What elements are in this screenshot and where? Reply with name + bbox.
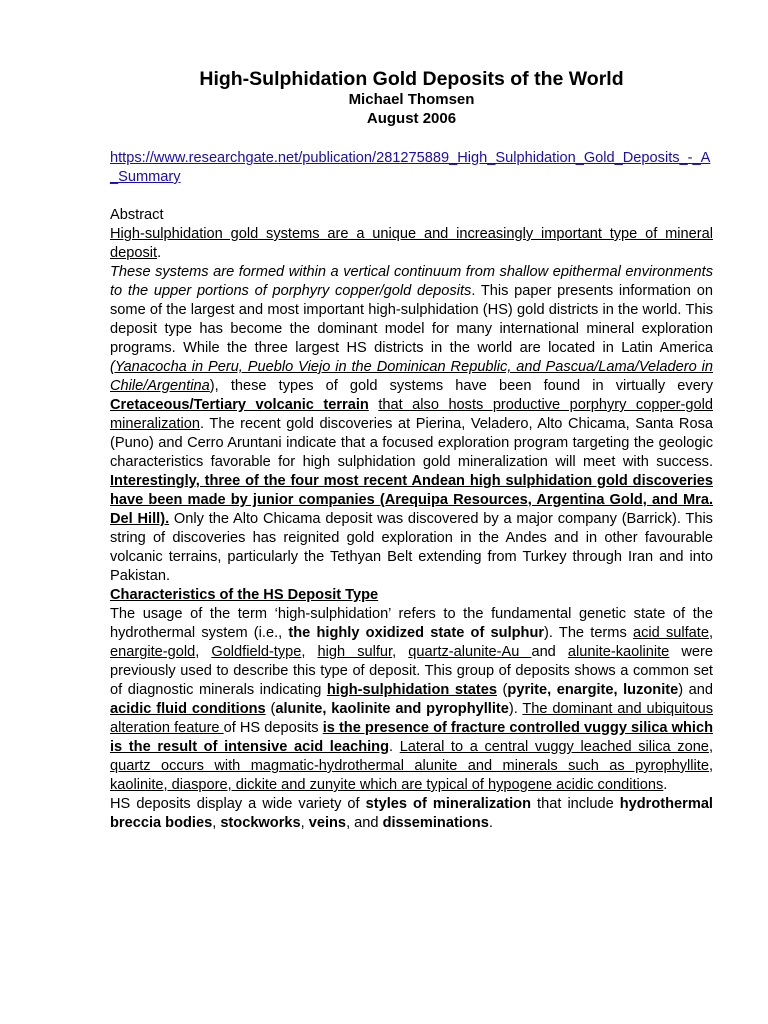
abstract-italic-sentence: These systems are formed within a vertical continuum from shallow epithermal environments to the upper portions of porphyry copper/gold deposits — [110, 264, 713, 299]
alteration-minerals: alunite, kaolinite and pyrophyllite — [275, 701, 509, 717]
largest-districts-list: (Yanacocha in Peru, Pueblo Viejo in the Dominican Republic, and Pascua/Lama/Veladero in Chile/Argentina — [110, 359, 713, 394]
oxidized-sulphur-emphasis: the highly oxidized state of sulphur — [288, 625, 545, 641]
section-heading-characteristics: Characteristics of the HS Deposit Type — [110, 587, 379, 603]
author-name: Michael Thomsen — [348, 91, 475, 108]
styles-emphasis: styles of mineralization — [365, 796, 532, 812]
term-alunite-kaolinite: alunite-kaolinite — [567, 644, 670, 660]
volcanic-terrain-emphasis: Cretaceous/Tertiary volcanic terrain — [110, 397, 369, 413]
term-enargite-gold: enargite-gold — [110, 644, 196, 660]
document-page — [110, 68, 713, 833]
alteration-feature-emphasis: The dominant and ubiquitous alteration feature — [110, 701, 714, 736]
lateral-zone-emphasis: Lateral to a central vuggy leached silica zone — [399, 739, 709, 755]
term-quartz-alunite-au: quartz-alunite-Au — [408, 644, 532, 660]
vuggy-silica-emphasis: is the presence of fracture controlled vuggy silica which is the result of intensive acid leaching — [110, 720, 713, 755]
sulphide-minerals: pyrite, enargite, luzonite — [507, 682, 679, 698]
characteristics-paragraph: The usage of the term ‘high-sulphidation’ refers to the fundamental genetic state of the hydrothermal system (i.e., the highly oxidized state of sulphur). The terms acid sulfate, enargite-gold, Goldfield-type, high sulfur, quartz-alunite-Au and alunite-kaolinite were previously used to describe this type of deposit. This group of deposits shows a common set of diagnostic minerals indicating high-sulphidation states (pyrite, enargite, luzonite) and acidic fluid conditions (alunite, kaolinite and pyrophyllite). The dominant and ubiquitous alteration feature of HS deposits is the presence of fracture controlled vuggy silica which is the result of intensive acid leaching. Lateral to a central vuggy leached silica zone, quartz occurs with magmatic-hydrothermal alunite and minerals such as pyrophyllite, kaolinite, diaspore, dickite and zunyite which are typical of hypogene acidic conditions. — [110, 606, 714, 793]
veins-emphasis: veins — [308, 815, 347, 831]
term-goldfield-type: Goldfield-type — [211, 644, 302, 660]
mineralization-paragraph: HS deposits display a wide variety of styles of mineralization that include hydrothermal breccia bodies, stockworks, veins, and disseminations. — [110, 796, 713, 831]
porphyry-emphasis: that also hosts productive porphyry copper-gold mineralization — [110, 397, 713, 432]
quartz-alunite-emphasis: quartz occurs with magmatic-hydrothermal alunite and minerals such as pyrophyllite, kaolinite, diaspore, dickite and zunyite which are typical of hypogene acidic conditions — [110, 758, 713, 793]
stockworks-emphasis: stockworks — [220, 815, 301, 831]
breccia-emphasis: hydrothermal breccia bodies — [110, 796, 713, 831]
abstract-body: These systems are formed within a vertical continuum from shallow epithermal environments to the upper portions of porphyry copper/gold deposits. This paper presents information on some of the largest and most important high-sulphidation (HS) gold districts in the world. This deposit type has become the dominant model for many international mineral exploration programs. While the three largest HS districts in the world are located in Latin America (Yanacocha in Peru, Pueblo Viejo in the Dominican Republic, and Pascua/Lama/Veladero in Chile/Argentina), these types of gold systems have been found in virtually every Cretaceous/Tertiary volcanic terrain that also hosts productive porphyry copper-gold mineralization. The recent gold discoveries at Pierina, Veladero, Alto Chicama, Santa Rosa (Puno) and Cerro Aruntani indicate that a focused exploration program targeting the geologic characteristics favorable for high sulphidation gold mineralization will meet with success. Interestingly, three of the four most recent Andean high sulphidation gold discoveries have been made by junior companies (Arequipa Resources, Argentina Gold, and Mra. Del Hill). Only the Alto Chicama deposit was discovered by a major company (Barrick). This string of discoveries has reignited gold exploration in the Andes and in other favourable volcanic terrains, particularly the Tethyan Belt extending from Turkey through Iran and into Pakistan. — [110, 264, 713, 584]
abstract-heading: Abstract — [110, 207, 164, 223]
abstract-lead-sentence: High-sulphidation gold systems are a unique and increasingly important type of mineral deposit — [110, 226, 713, 261]
abstract-paragraph: High-sulphidation gold systems are a unique and increasingly important type of mineral deposit. — [110, 226, 713, 261]
term-high-sulfur: high sulfur — [317, 644, 393, 660]
junior-companies-emphasis: Interestingly, three of the four most recent Andean high sulphidation gold discoveries have been made by junior companies (Arequipa Resources, Argentina Gold, and Mra. Del Hill). — [110, 473, 713, 527]
source-link[interactable]: https://www.researchgate.net/publication/281275889_High_Sulphidation_Gold_Deposits_-_A_Summary — [110, 150, 711, 185]
disseminations-emphasis: disseminations — [382, 815, 489, 831]
publication-date: August 2006 — [366, 110, 457, 127]
spacer — [110, 187, 713, 206]
document-title: High-Sulphidation Gold Deposits of the World — [199, 68, 624, 90]
hs-states-emphasis: high-sulphidation states — [326, 682, 498, 698]
acidic-fluid-emphasis: acidic fluid conditions — [110, 701, 266, 717]
term-acid-sulfate: acid sulfate — [632, 625, 709, 641]
